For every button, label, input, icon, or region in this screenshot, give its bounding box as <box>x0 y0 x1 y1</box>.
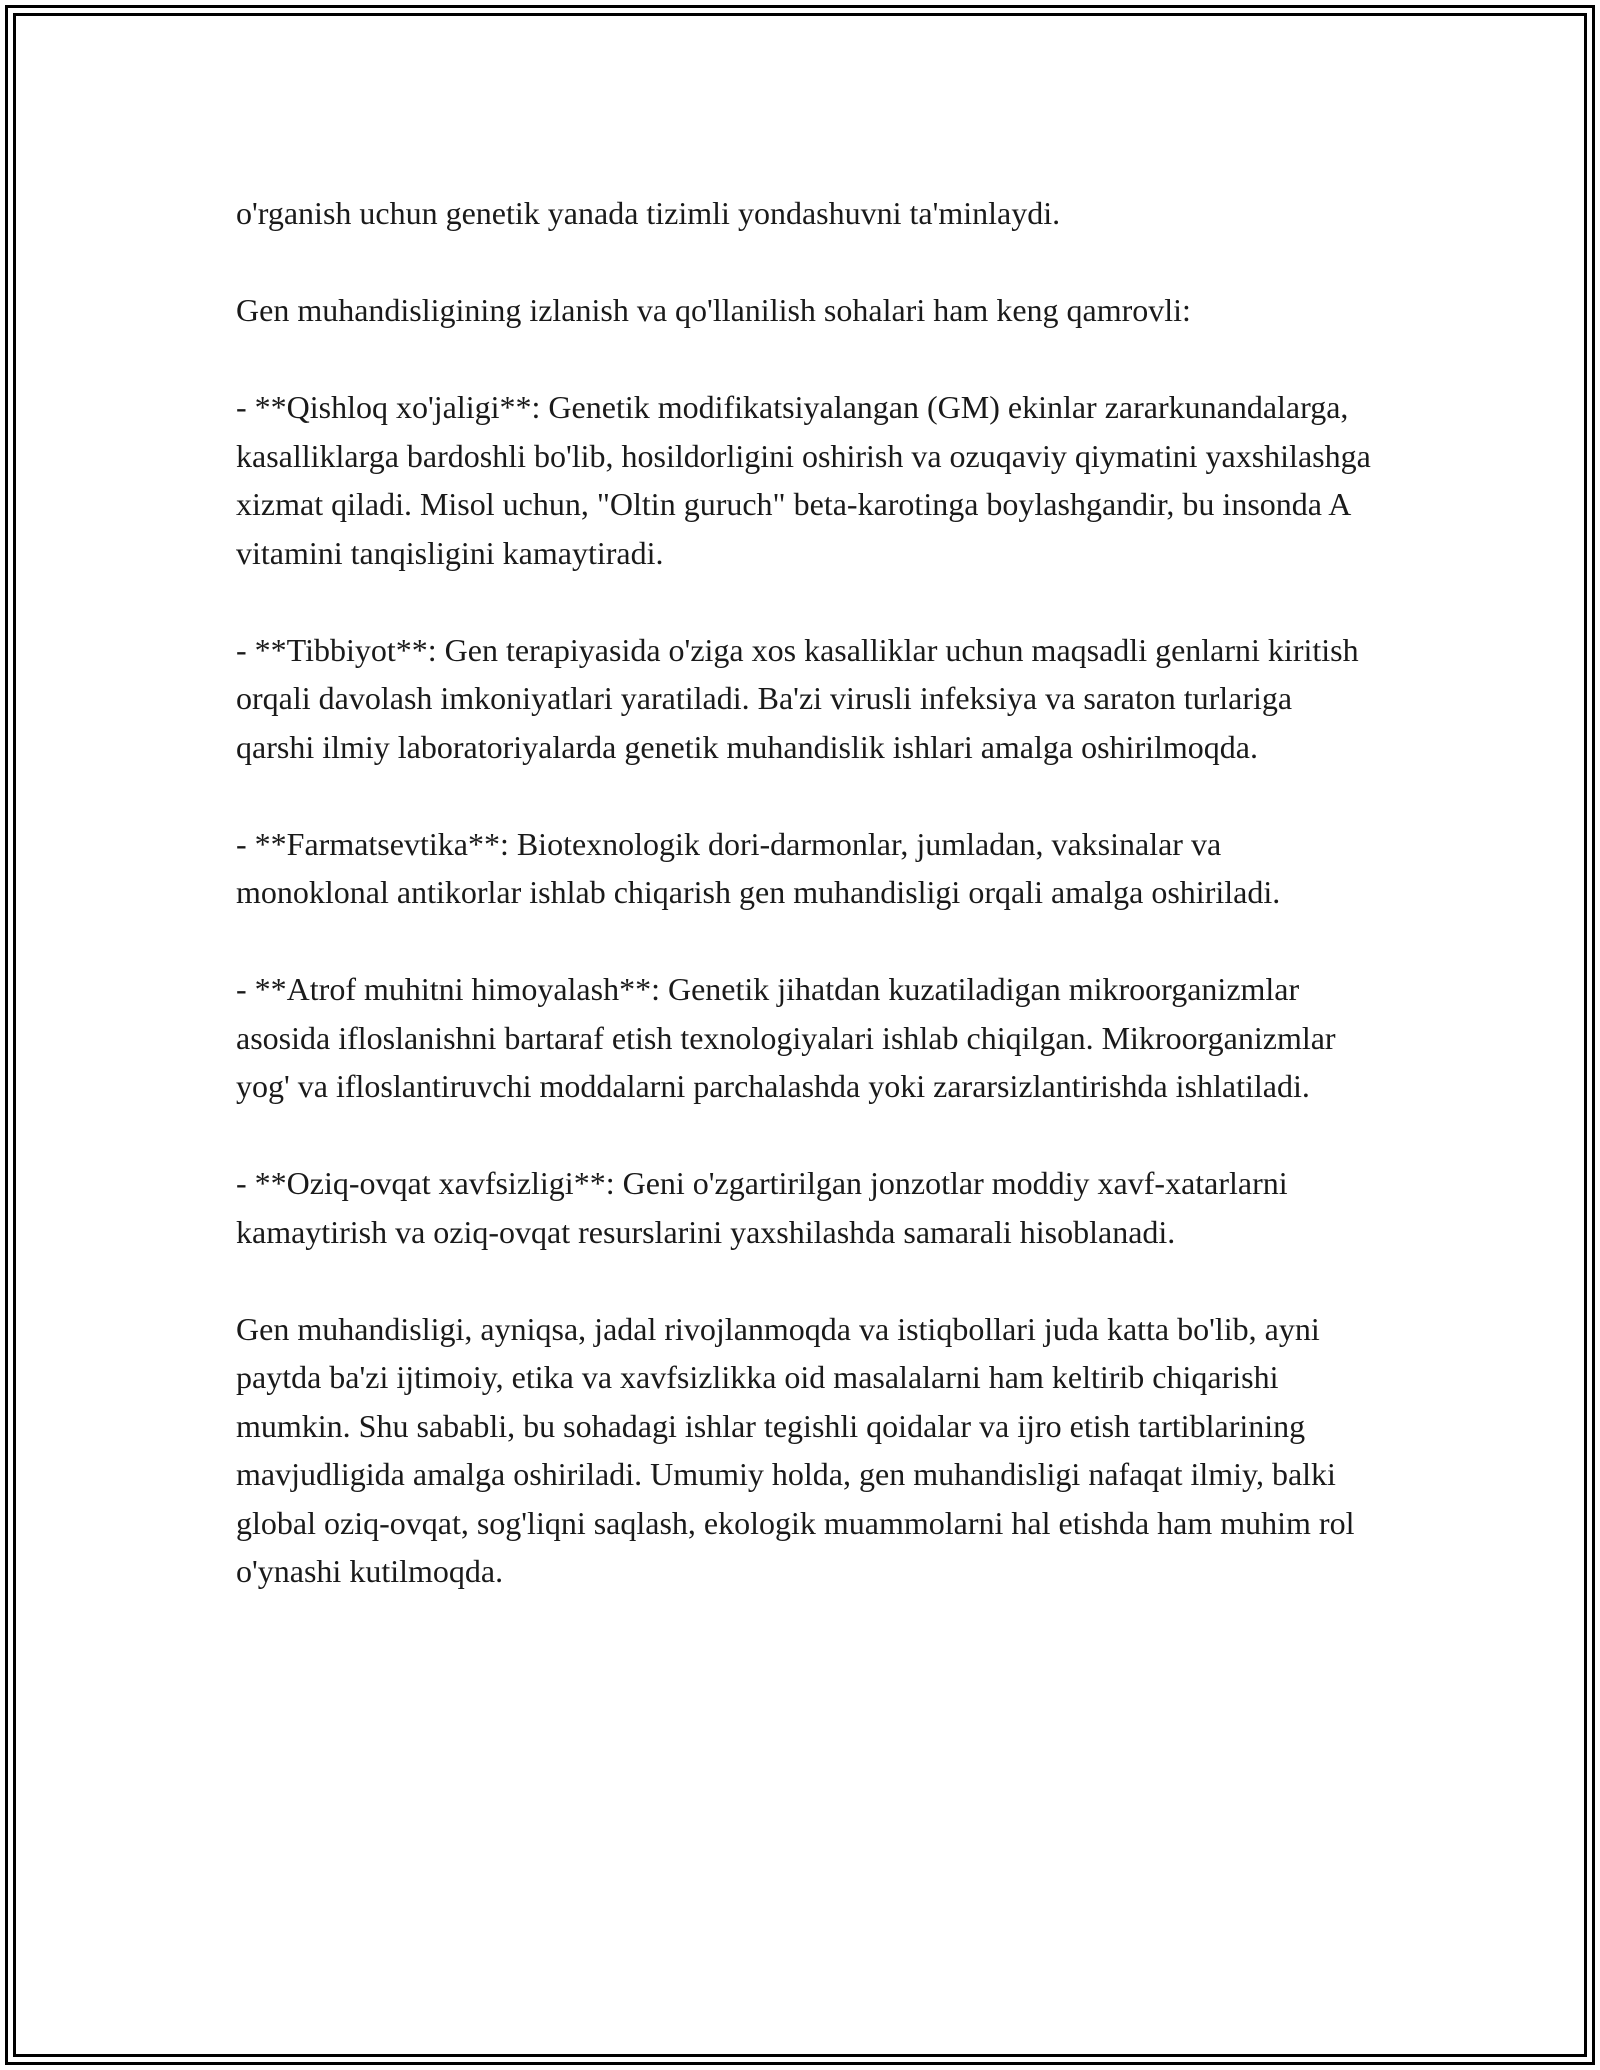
list-item-medicine: - **Tibbiyot**: Gen terapiyasida o'ziga xos kasalliklar uchun maqsadli genlarni kiritish orqali davolash imkoniyatlari yaratiladi. Ba'zi virusli infeksiya va saraton turlariga qarshi ilmiy laboratoriyalarda genetik muhandislik ishlari amalga oshirilmoqda. <box>236 631 1359 765</box>
list-item-pharmaceutics: - **Farmatsevtika**: Biotexnologik dori-darmonlar, jumladan, vaksinalar va monoklonal antikorlar ishlab chiqarish gen muhandisligi orqali amalga oshiriladi. <box>236 825 1281 910</box>
list-item-food-safety: - **Oziq-ovqat xavfsizligi**: Geni o'zgartirilgan jonzotlar moddiy xavf-xatarlarni kamaytirish va oziq-ovqat resurslarini yaxshilashda samarali hisoblanadi. <box>236 1165 1288 1250</box>
paragraph-conclusion: Gen muhandisligi, ayniqsa, jadal rivojlanmoqda va istiqbollari juda katta bo'lib, ayni paytda ba'zi ijtimoiy, etika va xavfsizlikka oid masalalarni ham keltirib chiqarishi mumkin. Shu sababli, bu sohadagi ishlar tegishli qoidalar va ijro etish tartiblarining mavjudligida amalga oshiriladi. Umumiy holda, gen muhandisligi nafaqat ilmiy, balki global oziq-ovqat, sog'liqni saqlash, ekologik muammolarni hal etishda ham muhim rol o'ynashi kutilmoqda. <box>236 1310 1355 1589</box>
document-body <box>236 189 1376 1596</box>
list-item-agriculture: - **Qishloq xo'jaligi**: Genetik modifikatsiyalangan (GM) ekinlar zararkunandalarga, kasalliklarga bardoshli bo'lib, hosildorligini oshirish va ozuqaviy qiymatini yaxshilashga xizmat qiladi. Misol uchun, "Oltin guruch" beta-karotinga boylashgandir, bu insonda A vitamini tanqisligini kamaytiradi. <box>236 389 1371 571</box>
list-item-environment: - **Atrof muhitni himoyalash**: Genetik jihatdan kuzatiladigan mikroorganizmlar asosida ifloslanishni bartaraf etish texnologiyalari ishlab chiqilgan. Mikroorganizmlar yog' va ifloslantiruvchi moddalarni parchalashda yoki zararsizlantirishda ishlatiladi. <box>236 971 1336 1104</box>
paragraph-intro-continuation: o'rganish uchun genetik yanada tizimli yondashuvni ta'minlaydi. <box>236 195 1061 231</box>
paragraph-application-areas: Gen muhandisligining izlanish va qo'llanilish sohalari ham keng qamrovli: <box>236 292 1191 328</box>
